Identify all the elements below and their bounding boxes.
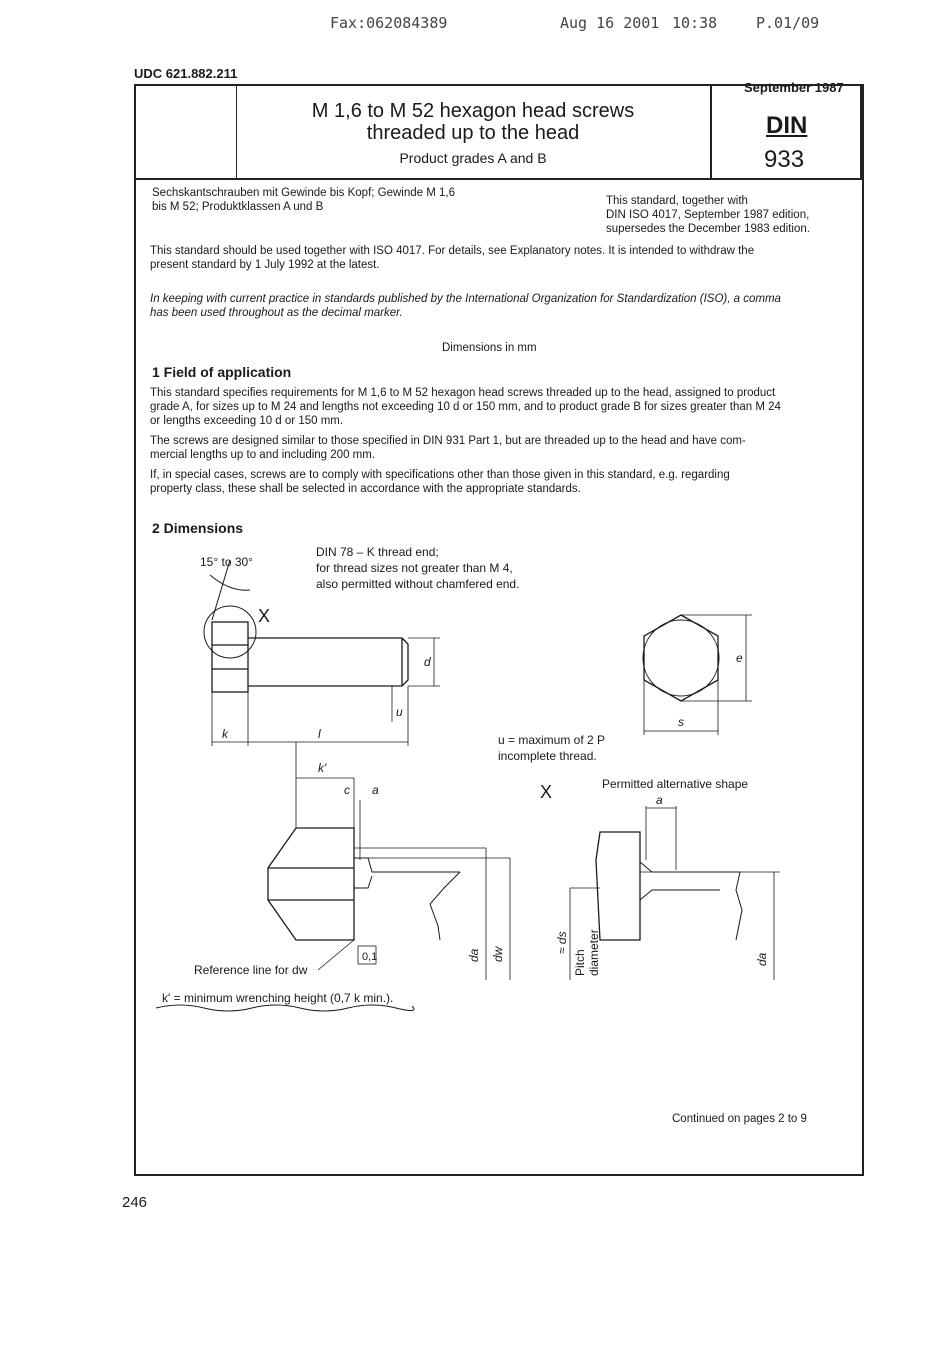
fax-page: P.01/09 [756, 14, 820, 32]
issue-date: September 1987 [744, 80, 844, 95]
thread-note-line-3: also permitted without chamfered end. [316, 577, 520, 591]
k-prime-label: k' [318, 761, 327, 775]
k-label: k [222, 727, 228, 741]
thread-note-line-2: for thread sizes not greater than M 4, [316, 561, 513, 575]
k-prime-note: k' = minimum wrenching height (0,7 k min.). [162, 991, 394, 1005]
intro-paragraph: This standard should be used together with ISO 4017. For details, see Explanatory notes. It is intended to withdraw the present standard by 1 July 1992 at the latest. [150, 245, 755, 271]
a-label-alt: a [656, 793, 663, 807]
section-2-heading: 2 Dimensions [152, 520, 244, 536]
udc-code: UDC 621.882.211 [134, 66, 238, 81]
da-label: da [467, 948, 481, 962]
page-number: 246 [122, 1194, 148, 1211]
fax-time: 10:38 [672, 14, 718, 32]
detail-x-heading: X [540, 782, 553, 802]
screw-shank-outline [248, 638, 408, 686]
standard-number: 933 [764, 146, 805, 173]
supersedes-note: This standard, together with DIN ISO 4017, September 1987 edition, supersedes the December 1983 edition. [606, 195, 810, 235]
a-label: a [372, 783, 379, 797]
s-label: s [678, 715, 684, 729]
section-1-heading: 1 Field of application [152, 364, 292, 380]
pitch-label: Pitch [573, 949, 587, 976]
u-note-line-1: u = maximum of 2 P [498, 733, 606, 747]
standard-label: DIN [766, 112, 808, 139]
fax-number: Fax:062084389 [330, 14, 448, 32]
alt-shape-label: Permitted alternative shape [602, 777, 749, 791]
diameter-label: diameter [587, 929, 601, 976]
l-label: l [318, 727, 321, 741]
screw-head-outline [212, 622, 248, 692]
da-label-alt: da [755, 952, 769, 966]
continued-note: Continued on pages 2 to 9 [672, 1113, 807, 1125]
fax-date: Aug 16 2001 [560, 14, 660, 32]
title-line-3: Product grades A and B [399, 150, 547, 166]
title-line-1: M 1,6 to M 52 hexagon head screws [311, 100, 635, 122]
u-label: u [396, 705, 403, 719]
thread-note-line-1: DIN 78 – K thread end; [316, 545, 439, 559]
angle-label: 15° to 30° [200, 555, 253, 569]
e-label: e [736, 651, 743, 665]
ref-line-label: Reference line for dw [194, 963, 308, 977]
hex-head-end-view [644, 615, 718, 701]
dw-label: dw [491, 946, 505, 962]
section-1-paragraph-1: This standard specifies requirements for M 1,6 to M 52 hexagon head screws threaded up to the head, assigned to product grade A, for sizes up to M 24 and lengths not exceeding 10 d or 150 mm, and to product grade B for sizes greater than M 24 or lengths exceeding 10 d or 150 mm. [150, 387, 781, 427]
section-1-paragraph-2: The screws are designed similar to those specified in DIN 931 Part 1, but are threaded up to the head and have com- mercial lengths up to and including 200 mm. [150, 435, 746, 461]
d-label: d [424, 655, 431, 669]
tolerance-value: 0,1 [362, 951, 378, 963]
title-line-2: threaded up to the head [366, 122, 580, 144]
units-note: Dimensions in mm [442, 342, 537, 354]
section-1-paragraph-3: If, in special cases, screws are to comply with specifications other than those given in this standard, e.g. regarding property class, these shall be selected in accordance with the appropriate standards. [150, 469, 730, 495]
detail-x-head [268, 828, 354, 940]
u-note-line-2: incomplete thread. [498, 749, 597, 763]
german-title: Sechskantschrauben mit Gewinde bis Kopf; Gewinde M 1,6 bis M 52; Produktklassen A und B [152, 187, 455, 213]
iso-note: In keeping with current practice in standards published by the International Organization for Standardization (ISO), a comma has been used throughout as the decimal marker. [150, 293, 781, 319]
c-label: c [344, 783, 350, 797]
detail-x-alt-shape [596, 832, 640, 940]
detail-x-marker: X [258, 606, 271, 626]
ds-label: ≈ ds [555, 931, 569, 954]
